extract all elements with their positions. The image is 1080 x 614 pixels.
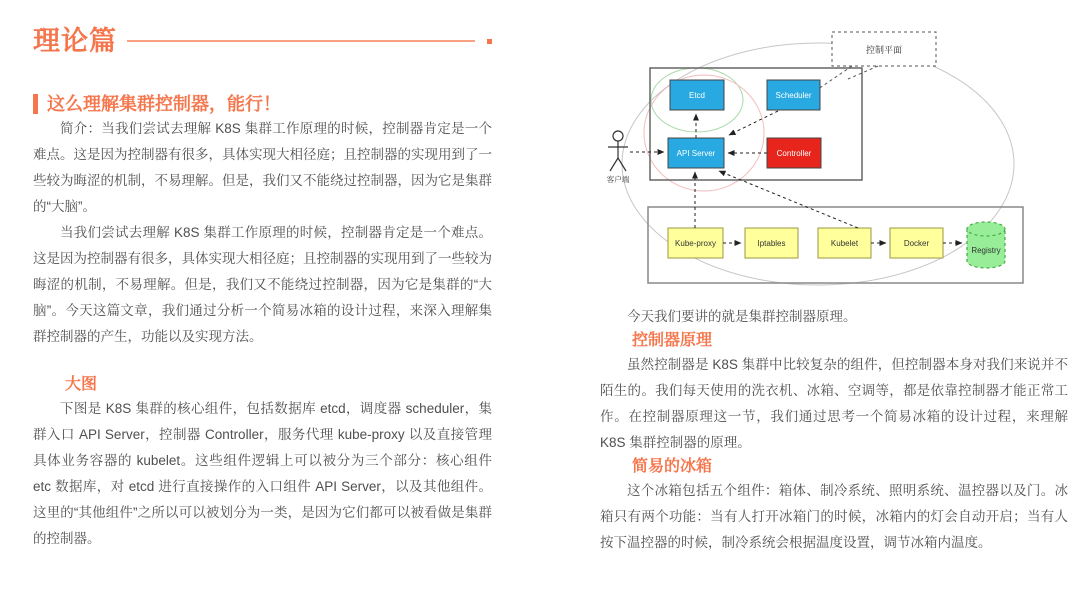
intro-paragraph-1: 简介：当我们尝试去理解 K8S 集群工作原理的时候，控制器肯定是一个难点。这是因为控制器有很多，具体实现大相径庭；且控制器的实现用到了一些较为晦涩的机制，不易理解。但是，我们又不能绕过控制器，因为它是集群的“大脑”。 (33, 121, 492, 214)
svg-text:Iptables: Iptables (757, 239, 786, 248)
svg-text:Kube-proxy: Kube-proxy (675, 239, 716, 248)
kubelet-box (818, 228, 871, 258)
page-title: 理论篇 (33, 26, 117, 56)
right-column (600, 8, 1068, 556)
docker-box (890, 228, 943, 258)
scheduler-box (767, 80, 820, 110)
fridge-paragraph: 这个冰箱包括五个组件：箱体、制冷系统、照明系统、温控器以及门。冰箱只有两个功能：当有人打开冰箱门的时候，冰箱内的灯会自动开启；当有人按下温控器的时候，制冷系统会根据温度设置，调节冰箱内温度。 (600, 483, 1068, 550)
svg-text:Registry: Registry (971, 246, 1001, 255)
client-figure-icon (608, 131, 628, 171)
k8s-architecture-diagram (600, 8, 1070, 304)
left-column (33, 22, 492, 552)
section-heading-fridge: 简易的冰箱 (632, 458, 713, 475)
api-server-box (668, 138, 724, 168)
svg-text:Docker: Docker (903, 239, 930, 248)
principle-paragraph: 虽然控制器是 K8S 集群中比较复杂的组件，但控制器本身对我们来说并不陌生的。我们每天使用的洗衣机、冰箱、空调等，都是依靠控制器才能正常工作。在控制器原理这一节，我们通过思考一个简易冰箱的设计过程，来理解 K8S 集群控制器的原理。 (600, 357, 1068, 450)
section-heading-principle: 控制器原理 (632, 332, 713, 349)
svg-text:Kubelet: Kubelet (830, 239, 859, 248)
controller-box (767, 138, 821, 168)
etcd-box (670, 80, 724, 110)
registry-cylinder (967, 222, 1005, 268)
datu-paragraph: 下图是 K8S 集群的核心组件，包括数据库 etcd，调度器 scheduler，集群入口 API Server，控制器 Controller，服务代理 kube-proxy 以及直接管理具体业务容器的 kubelet。这些组件逻辑上可以被分为三个部分：核心组件 etc 数据库，对 etcd 进行直接操作的入口组件 API Server，以及其他组件。这里的“其他组件”之所以可以被划分为一类，是因为它们都可以被看做是集群的控制器。 (33, 401, 492, 546)
arrow-scheduler-to-apiserver (729, 111, 778, 135)
article-title: 这么理解集群控制器，能行！ (47, 94, 281, 114)
lead-paragraph: 今天我们要讲的就是集群控制器原理。 (627, 309, 857, 324)
control-plane-label: 控制平面 (865, 45, 903, 55)
title-rule-line (127, 40, 475, 42)
svg-text:Controller: Controller (776, 149, 812, 158)
svg-text:Scheduler: Scheduler (775, 91, 812, 100)
title-rule-endpoint (487, 39, 492, 44)
heading-accent-bar (33, 94, 38, 114)
svg-text:API Server: API Server (676, 149, 716, 158)
svg-text:Etcd: Etcd (688, 91, 706, 100)
kube-proxy-box (668, 228, 723, 258)
intro-paragraph-2: 当我们尝试去理解 K8S 集群工作原理的时候，控制器肯定是一个难点。这是因为控制器有很多，具体实现大相径庭；且控制器的实现用到了一些较为晦涩的机制，不易理解。但是，我们又不能绕过控制器，因为它是集群的“大脑”。今天这篇文章，我们通过分析一个简易冰箱的设计过程，来深入理解集群控制器的产生，功能以及实现方法。 (33, 225, 492, 344)
page-title-row (33, 22, 492, 60)
section-heading-datu: 大图 (65, 376, 98, 393)
article-heading (33, 92, 492, 116)
k8s-architecture-svg (600, 8, 1070, 304)
iptables-box (745, 228, 798, 258)
client-label: 客户端 (606, 175, 630, 184)
